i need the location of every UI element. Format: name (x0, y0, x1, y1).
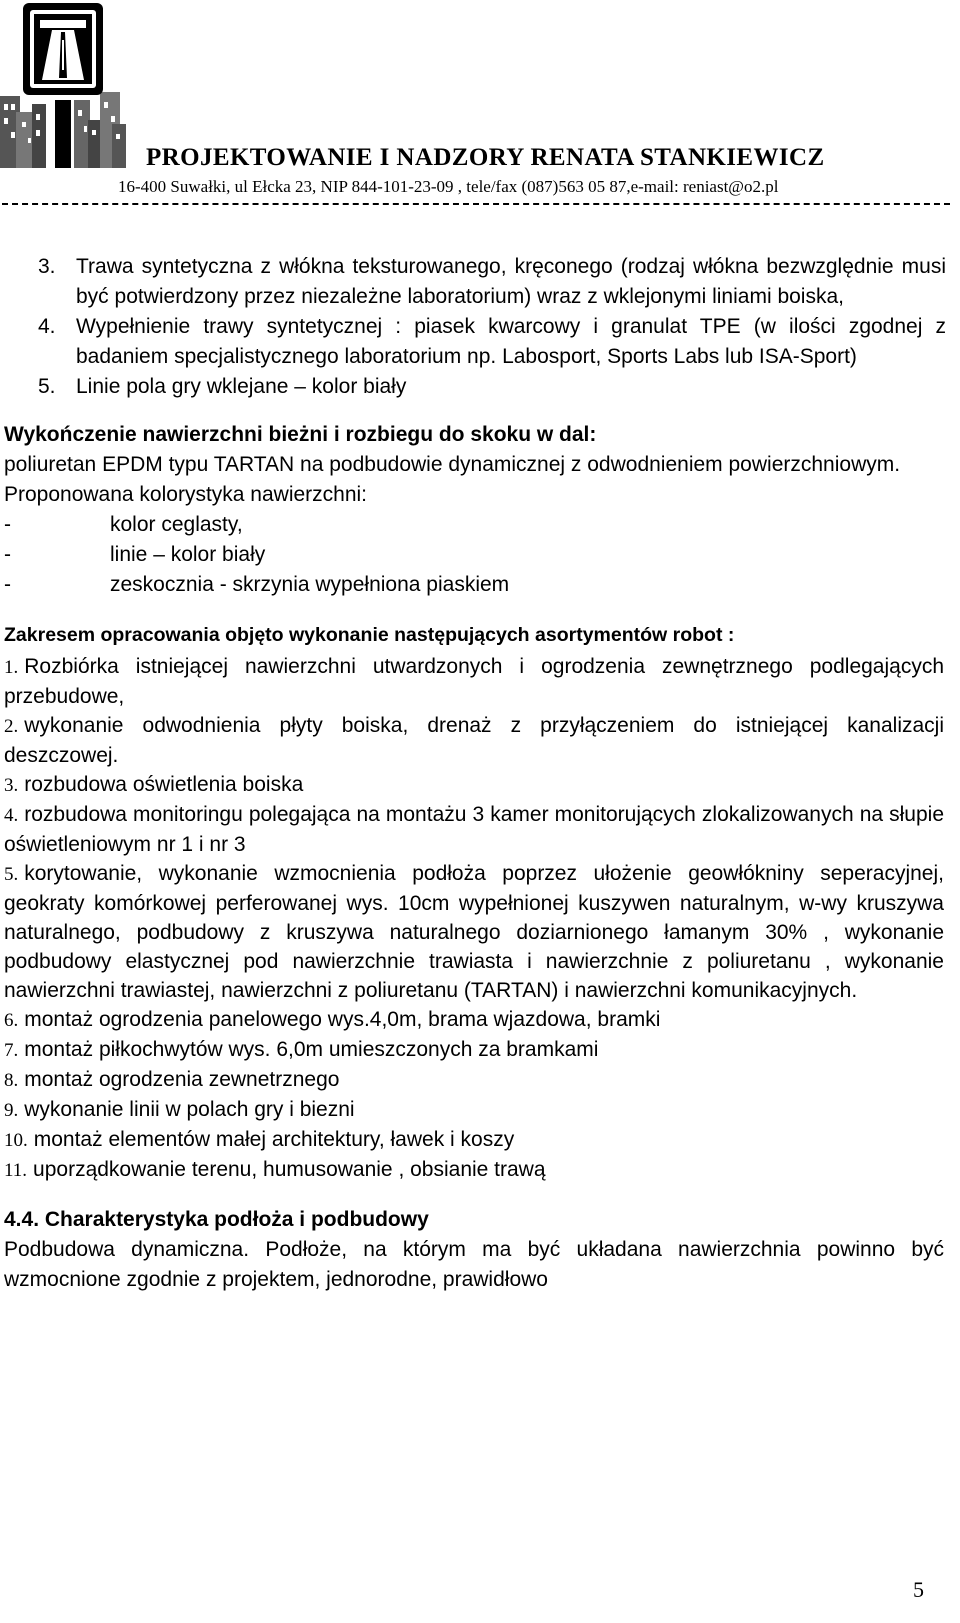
list-item (4, 540, 956, 570)
scope-item-text: rozbudowa oświetlenia boiska (24, 773, 304, 796)
scope-item-number: 4. (4, 805, 19, 826)
list-item (4, 372, 956, 402)
page-number: 5 (913, 1577, 924, 1602)
track-description: poliuretan EPDM typu TARTAN na podbudowie dynamicznej z odwodnieniem powierzchniowym. (4, 453, 901, 476)
list-item (4, 312, 956, 372)
scope-item-number: 5. (4, 864, 19, 885)
scope-item-text: wykonanie linii w polach gry i biezni (24, 1098, 355, 1121)
dash-marker: - (4, 543, 11, 566)
scope-item (4, 859, 956, 1005)
dash-marker: - (4, 573, 11, 596)
section-text: Podbudowa dynamiczna. Podłoże, na którym ma być układana nawierzchnia powinno być wzmocnione zgodnie z projektem, jednorodne, prawidłowo (4, 1238, 944, 1291)
scope-item-text: Rozbiórka istniejącej nawierzchni utwardzonych i ogrodzenia zewnętrznego podlegających przebudowe, (4, 655, 944, 708)
header-divider (2, 203, 950, 205)
scope-item (4, 711, 956, 770)
highway-sign-icon (0, 0, 128, 172)
scope-item-text: montaż ogrodzenia zewnetrznego (24, 1068, 340, 1091)
document-body (4, 252, 956, 1295)
track-heading: Wykończenie nawierzchni bieżni i rozbiegu do skoku w dal: (4, 423, 597, 446)
scope-item-number: 9. (4, 1100, 19, 1121)
dash-marker: - (4, 513, 11, 536)
scope-item-text: montaż elementów małej architektury, ławek i koszy (33, 1128, 515, 1151)
list-item-text: Linie pola gry wklejane – kolor biały (76, 375, 407, 398)
scope-item (4, 1125, 956, 1155)
list-item-number: 4. (38, 315, 56, 338)
list-item-text: linie – kolor biały (110, 543, 266, 566)
list-item-text: kolor ceglasty, (110, 513, 243, 536)
company-address: 16-400 Suwałki, ul Ełcka 23, NIP 844-101-23-09 , tele/fax (087)563 05 87,e-mail: reniast@o2.pl (118, 177, 779, 196)
scope-item (4, 1005, 956, 1035)
scope-item (4, 1035, 956, 1065)
scope-item-text: rozbudowa monitoringu polegająca na montażu 3 kamer monitorujących zlokalizowanych na słupie oświetleniowym nr 1 i nr 3 (4, 803, 944, 856)
scope-item-text: montaż ogrodzenia panelowego wys.4,0m, brama wjazdowa, bramki (24, 1008, 661, 1031)
scope-item-number: 1. (4, 657, 19, 678)
scope-item (4, 1155, 956, 1185)
colors-intro: Proponowana kolorystyka nawierzchni: (4, 483, 368, 506)
scope-item-text: uporządkowanie terenu, humusowanie , obsianie trawą (33, 1158, 546, 1181)
scope-list (4, 652, 956, 1185)
scope-item-number: 10. (4, 1130, 28, 1151)
list-item-text: zeskocznia - skrzynia wypełniona piaskiem (110, 573, 510, 596)
scope-item-number: 6. (4, 1010, 19, 1031)
section-heading: 4.4. Charakterystyka podłoża i podbudowy (4, 1208, 429, 1231)
list-item-number: 5. (38, 375, 56, 398)
scope-item-number: 2. (4, 716, 19, 737)
scope-item-text: montaż piłkochwytów wys. 6,0m umieszczonych za bramkami (24, 1038, 599, 1061)
scope-item-number: 7. (4, 1040, 19, 1061)
scope-item (4, 770, 956, 800)
scope-item (4, 652, 956, 711)
list-item (4, 570, 956, 600)
list-item (4, 510, 956, 540)
scope-item-number: 3. (4, 775, 19, 796)
scope-item-number: 11. (4, 1160, 28, 1181)
list-item-text: Wypełnienie trawy syntetycznej : piasek kwarcowy i granulat TPE (w ilości zgodnej z badaniem specjalistycznego laboratorium np. Labosport, Sports Labs lub ISA-Sport) (76, 315, 946, 368)
scope-item-text: wykonanie odwodnienia płyty boiska, drenaż z przyłączeniem do istniejącej kanalizacji deszczowej. (4, 714, 944, 767)
company-name: PROJEKTOWANIE I NADZORY RENATA STANKIEWICZ (146, 144, 825, 171)
list-item (4, 252, 956, 312)
scope-item (4, 1065, 956, 1095)
scope-item (4, 800, 956, 859)
scope-item-text: korytowanie, wykonanie wzmocnienia podłoża poprzez ułożenie geowłókniny seperacyjnej, geokraty komórkowej perferowanej wys. 10cm wypełnionej kuszywen naturalnym, w-wy kruszywa naturalnego, podbudowy z kruszywa naturalnego doziarnionego łamanym 30% , wykonanie podbudowy elastycznej pod nawierzchnie trawiasta i nawierzchnie z poliuretanu , wykonanie nawierzchni trawiastej, nawierzchni z poliuretanu (TARTAN) i nawierzchni komunikacyjnych. (4, 862, 944, 1002)
list-item-text: Trawa syntetyczna z włókna teksturowanego, kręconego (rodzaj włókna bezwzględnie musi być potwierdzony przez niezależne laboratorium) wraz z wklejonymi liniami boiska, (76, 255, 946, 308)
scope-item (4, 1095, 956, 1125)
list-item-number: 3. (38, 255, 56, 278)
scope-heading: Zakresem opracowania objęto wykonanie następujących asortymentów robot : (4, 624, 735, 646)
scope-item-number: 8. (4, 1070, 19, 1091)
